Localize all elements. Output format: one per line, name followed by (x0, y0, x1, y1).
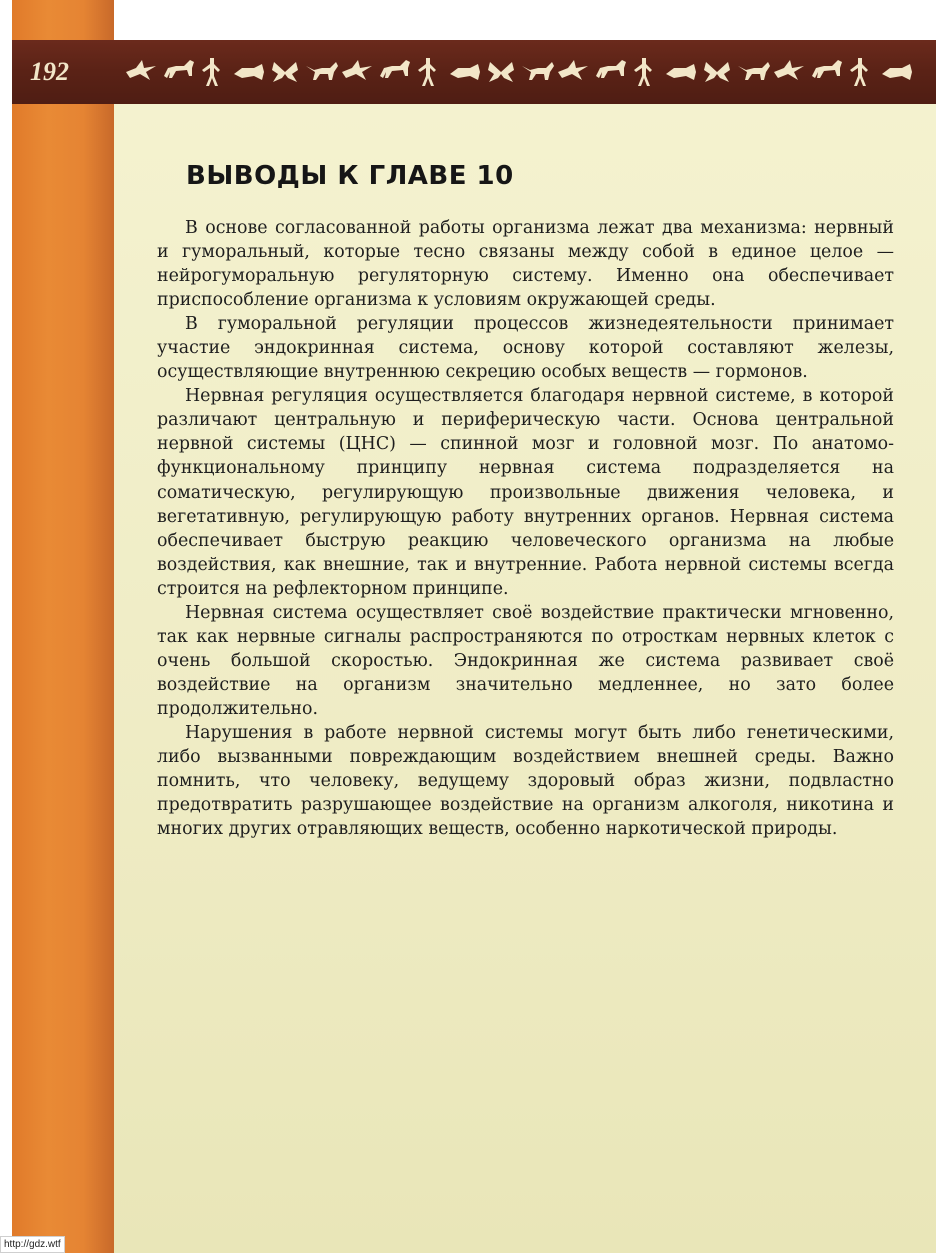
animal-silhouette-icon (164, 60, 194, 78)
animal-silhouette-icon (596, 60, 626, 78)
animal-silhouette-icon (126, 60, 156, 80)
animal-silhouette-icon (634, 58, 652, 86)
animal-silhouette-icon (738, 62, 770, 80)
animal-silhouette-icon (704, 62, 730, 82)
animal-silhouette-icon (234, 64, 264, 80)
animal-silhouette-icon (812, 60, 842, 78)
animal-silhouette-icon (380, 60, 410, 78)
watermark-link[interactable]: http://gdz.wtf (0, 1236, 65, 1253)
animal-silhouette-icon (882, 64, 912, 80)
animal-silhouette-icon (342, 60, 372, 80)
paragraph: В гуморальной регуляции процессов жизнедеятельности принимает участие эндокринная система, основу которой составляют железы, осуществляющие внутреннюю секрецию особых веществ — гормонов. (157, 314, 894, 383)
animal-silhouette-icon (272, 62, 298, 82)
page-number: 192 (30, 57, 69, 86)
chapter-title: ВЫВОДЫ К ГЛАВЕ 10 (186, 161, 514, 191)
animal-silhouette-icon (488, 62, 514, 82)
animal-silhouette-icon (418, 58, 436, 86)
animal-silhouette-icon (450, 64, 480, 80)
top-margin (0, 0, 936, 40)
animal-silhouette-icon (558, 60, 588, 80)
animal-silhouette-icon (774, 60, 804, 80)
paragraph: В основе согласованной работы организма лежат два механизма: нервный и гуморальный, которые тесно связаны между собой в единое целое — нейрогуморальную регуляторную систему. Именно она обеспечивает приспособление организма к условиям окружающей среды. (157, 218, 894, 311)
orange-side-strip (12, 0, 114, 1253)
paragraph: Нервная регуляция осуществляется благодаря нервной системе, в которой различают центральную и периферическую части. Основа центральной нервной системы (ЦНС) — спинной мозг и головной мозг. По анатомо-функциональному принципу нервная система подразделяется на соматическую, регулирующую произвольные движения человека, и вегетативную, регулирующую работу внутренних органов. Нервная система обеспечивает быструю реакцию человеческого организма на любые воздействия, как внешние, так и внутренние. Работа нервной системы всегда строится на рефлекторном принципе. (157, 386, 894, 599)
animal-silhouette-icon (306, 62, 338, 80)
animal-silhouette-icon (522, 62, 554, 80)
animal-silhouette-icon (850, 58, 868, 86)
animal-silhouette-icon (202, 58, 220, 86)
animal-frieze-icon (126, 54, 931, 88)
animal-silhouette-icon (666, 64, 696, 80)
paragraph: Нервная система осуществляет своё воздействие практически мгновенно, так как нервные сигналы распространяются по отросткам нервных клеток с очень большой скоростью. Эндокринная же система развивает своё воздействие на организм значительно медленнее, но зато более продолжительно. (157, 602, 894, 719)
paragraph: Нарушения в работе нервной системы могут быть либо генетическими, либо вызванными повреждающим воздействием внешней среды. Важно помнить, что человеку, ведущему здоровый образ жизни, подвластно предотвратить разрушающее воздействие на организм алкоголя, никотина и многих других отравляющих веществ, особенно наркотической природы. (157, 722, 894, 840)
left-margin (0, 0, 12, 1253)
chapter-summary-text (157, 216, 894, 841)
